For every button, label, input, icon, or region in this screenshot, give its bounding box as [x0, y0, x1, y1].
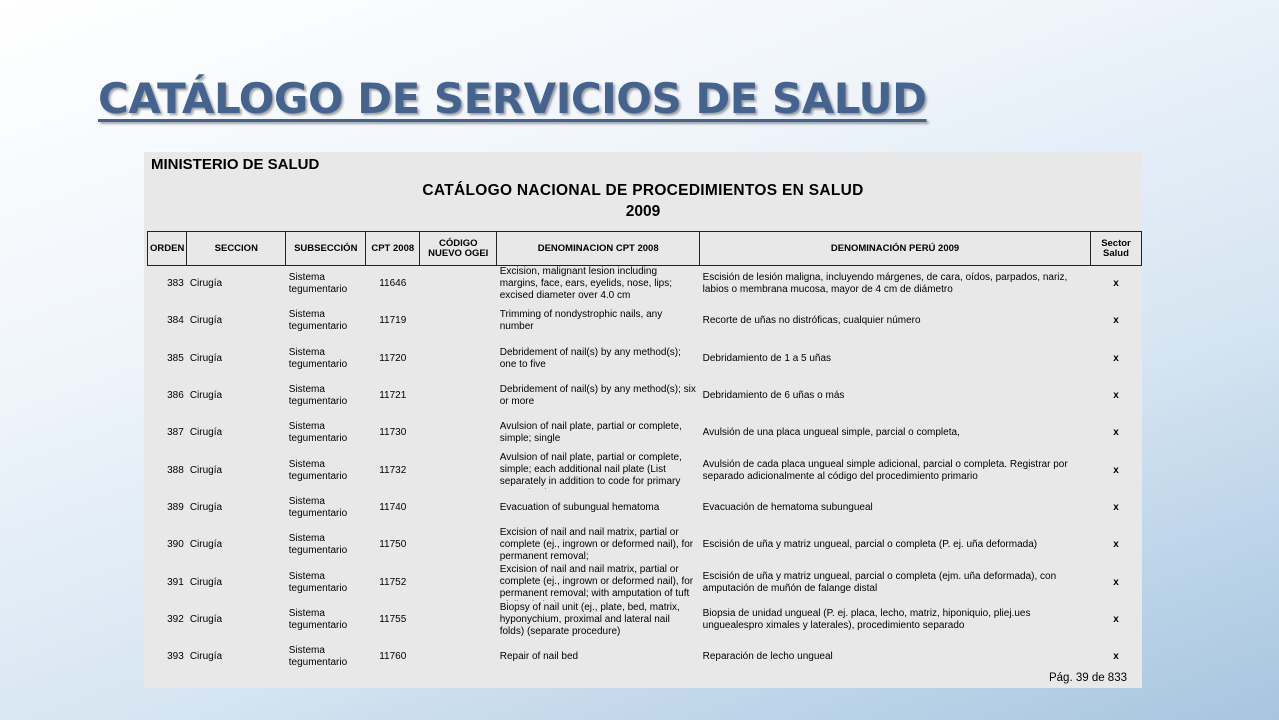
cell-denom-peru: Reparación de lecho ungueal: [702, 651, 833, 663]
cell-sector: x: [1113, 539, 1119, 551]
table-row: [148, 377, 1142, 414]
cell-subseccion: Sistema tegumentario: [288, 645, 348, 669]
cell-denom-peru: Escisión de lesión maligna, incluyendo márgenes, de cara, oídos, parpados, nariz, labios o membrana mucosa, mayor de 4 cm de diámetro: [702, 272, 1068, 296]
cell-denom-cpt: [497, 564, 700, 601]
cell-denom-cpt: [497, 266, 700, 303]
cell-seccion: Cirugía: [189, 464, 223, 476]
cell-denom-peru: Escisión de uña y matriz ungueal, parcial o completa (ejm. uña deformada), con amputación de muñón de falange distal: [702, 570, 1057, 594]
cell-text: Avulsion of nail plate, partial or complete, simple; each additional nail plate (List separately in addition to code for primary: [499, 452, 682, 488]
table-row: [148, 638, 1142, 675]
cell-denom-cpt: [497, 377, 700, 414]
cell-seccion: Cirugía: [189, 352, 223, 364]
cell-subseccion: Sistema tegumentario: [288, 346, 348, 370]
cell-codigo: [420, 340, 497, 377]
cell-seccion: Cirugía: [189, 501, 223, 513]
catalog-document-scan: [144, 152, 1142, 688]
cell-seccion: Cirugía: [189, 315, 223, 327]
procedures-table: [147, 231, 1142, 676]
cell-subseccion: Sistema tegumentario: [288, 495, 348, 519]
cell-sector: x: [1113, 427, 1119, 439]
cell-denom-peru: Evacuación de hematoma subungueal: [702, 501, 873, 513]
cell-subseccion: Sistema tegumentario: [288, 607, 348, 631]
cell-sector: x: [1113, 352, 1119, 364]
cell-orden: 392: [167, 613, 184, 625]
organization-name: MINISTERIO DE SALUD: [151, 156, 320, 173]
cell-text: Excision of nail and nail matrix, partial or complete (ej., ingrown or deformed nail), for permanent removal;: [499, 527, 694, 563]
cell-codigo: [420, 415, 497, 452]
cell-text: Avulsion of nail plate, partial or complete, simple; single: [499, 421, 682, 445]
cell-codigo: [420, 303, 497, 340]
cell-seccion: Cirugía: [189, 576, 223, 588]
header-seccion: SECCION: [187, 232, 286, 266]
cell-orden: 393: [167, 651, 184, 663]
header-subseccion: SUBSECCIÓN: [286, 232, 366, 266]
cell-sector: x: [1113, 501, 1119, 513]
cell-cpt: 11760: [379, 651, 407, 663]
cell-codigo: [420, 266, 497, 303]
cell-denom-cpt: [497, 489, 700, 526]
cell-seccion: Cirugía: [189, 613, 223, 625]
cell-text: Debridement of nail(s) by any method(s); one to five: [499, 346, 681, 370]
table-row: [148, 415, 1142, 452]
cell-cpt: 11720: [379, 352, 407, 364]
cell-text: Excision, malignant lesion including margins, face, ears, eyelids, nose, lips; excised diameter over 4.0 cm: [499, 266, 673, 302]
document-title: CATÁLOGO NACIONAL DE PROCEDIMIENTOS EN SALUD: [422, 182, 864, 199]
cell-denom-cpt: [497, 638, 700, 675]
table-row: [148, 266, 1142, 303]
cell-denom-cpt: [497, 601, 700, 638]
cell-codigo: [420, 527, 497, 564]
cell-text: Repair of nail bed: [499, 651, 579, 663]
cell-sector: x: [1113, 464, 1119, 476]
cell-denom-peru: Escisión de uña y matriz ungueal, parcial o completa (P. ej. uña deformada): [702, 539, 1038, 551]
cell-denom-cpt: [497, 340, 700, 377]
cell-cpt: 11755: [379, 613, 407, 625]
cell-sector: x: [1113, 651, 1119, 663]
cell-sector: x: [1113, 315, 1119, 327]
table-row: [148, 564, 1142, 601]
cell-seccion: Cirugía: [189, 278, 223, 290]
cell-denom-cpt: [497, 527, 700, 564]
cell-denom-peru: Avulsión de una placa ungueal simple, parcial o completa,: [702, 427, 960, 439]
cell-orden: 386: [167, 390, 184, 402]
cell-sector: x: [1113, 613, 1119, 625]
cell-cpt: 11752: [379, 576, 407, 588]
document-year: 2009: [625, 203, 661, 220]
cell-subseccion: Sistema tegumentario: [288, 533, 348, 557]
cell-subseccion: Sistema tegumentario: [288, 309, 348, 333]
cell-seccion: Cirugía: [189, 651, 223, 663]
cell-orden: 390: [167, 539, 184, 551]
cell-subseccion: Sistema tegumentario: [288, 384, 348, 408]
table-row: [148, 527, 1142, 564]
cell-codigo: [420, 377, 497, 414]
cell-text: Biopsy of nail unit (ej., plate, bed, matrix, hyponychium, proximal and lateral nail folds) (separate procedure): [499, 601, 680, 637]
cell-sector: x: [1113, 390, 1119, 402]
cell-denom-peru: Biopsia de unidad ungueal (P. ej. placa, lecho, matriz, hiponiquio, pliej.ues unguealespro ximales y laterales), procedimiento separado: [702, 607, 1031, 631]
cell-codigo: [420, 601, 497, 638]
table-row: [148, 601, 1142, 638]
cell-sector: x: [1113, 576, 1119, 588]
table-row: [148, 489, 1142, 526]
cell-denom-peru: Recorte de uñas no distróficas, cualquier número: [702, 315, 921, 327]
header-denom-peru: DENOMINACIÓN PERÚ 2009: [700, 232, 1091, 266]
cell-cpt: 11740: [379, 501, 407, 513]
cell-orden: 391: [167, 576, 184, 588]
cell-cpt: 11646: [379, 278, 407, 290]
cell-seccion: Cirugía: [189, 390, 223, 402]
slide-title: CATÁLOGO DE SERVICIOS DE SALUD: [98, 74, 927, 123]
cell-orden: 389: [167, 501, 184, 513]
cell-cpt: 11721: [379, 390, 407, 402]
table-row: [148, 452, 1142, 489]
cell-codigo: [420, 638, 497, 675]
cell-cpt: 11750: [379, 539, 407, 551]
table-body: [148, 266, 1142, 676]
cell-orden: 387: [167, 427, 184, 439]
cell-sector: x: [1113, 278, 1119, 290]
cell-text: Excision of nail and nail matrix, partial or complete (ej., ingrown or deformed nail), for permanent removal; with amputation of tuft: [499, 564, 694, 600]
cell-text: Trimming of nondystrophic nails, any number: [499, 309, 663, 333]
header-sector: Sector Salud: [1090, 232, 1141, 266]
table-row: [148, 303, 1142, 340]
cell-codigo: [420, 564, 497, 601]
cell-cpt: 11719: [379, 315, 407, 327]
cell-orden: 384: [167, 315, 184, 327]
cell-text: Debridement of nail(s) by any method(s); six or more: [499, 384, 696, 408]
cell-subseccion: Sistema tegumentario: [288, 421, 348, 445]
cell-cpt: 11730: [379, 427, 407, 439]
cell-orden: 383: [167, 278, 184, 290]
cell-cpt: 11732: [379, 464, 407, 476]
cell-denom-cpt: [497, 415, 700, 452]
header-denom-cpt: DENOMINACION CPT 2008: [497, 232, 700, 266]
cell-denom-peru: Debridamiento de 1 a 5 uñas: [702, 352, 832, 364]
cell-subseccion: Sistema tegumentario: [288, 570, 348, 594]
cell-orden: 388: [167, 464, 184, 476]
cell-codigo: [420, 452, 497, 489]
header-orden: ORDEN: [148, 232, 187, 266]
table-row: [148, 340, 1142, 377]
cell-seccion: Cirugía: [189, 539, 223, 551]
cell-text: Evacuation of subungual hematoma: [499, 501, 660, 513]
table-header-row: [148, 232, 1142, 266]
cell-subseccion: Sistema tegumentario: [288, 458, 348, 482]
cell-denom-cpt: [497, 303, 700, 340]
cell-codigo: [420, 489, 497, 526]
cell-denom-peru: Avulsión de cada placa ungueal simple adicional, parcial o completa. Registrar por separado adicionalmente al código del procedimiento primario: [702, 458, 1068, 482]
cell-denom-peru: Debridamiento de 6 uñas o más: [702, 390, 845, 402]
header-codigo: CÓDIGO NUEVO OGEI: [420, 232, 497, 266]
cell-orden: 385: [167, 352, 184, 364]
cell-seccion: Cirugía: [189, 427, 223, 439]
cell-denom-cpt: [497, 452, 700, 489]
page-number: Pág. 39 de 833: [1046, 672, 1127, 684]
header-cpt: CPT 2008: [366, 232, 420, 266]
cell-subseccion: Sistema tegumentario: [288, 272, 348, 296]
